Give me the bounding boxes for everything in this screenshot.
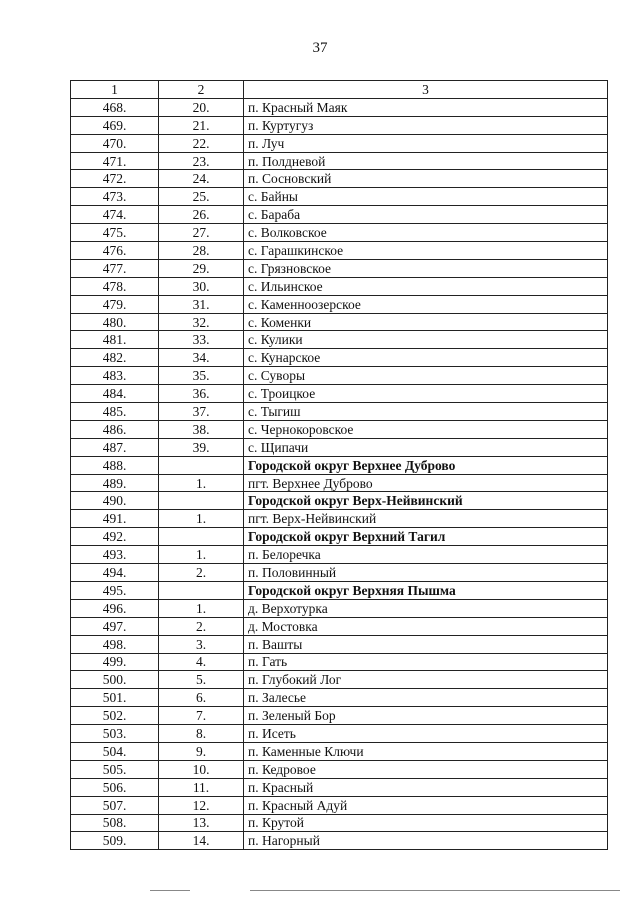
sub-number-cell: 36.: [159, 385, 244, 403]
table-row: [71, 564, 608, 582]
table-row: [71, 438, 608, 456]
sub-number-cell: 1.: [159, 599, 244, 617]
table-row: [71, 760, 608, 778]
row-number-cell: 500.: [71, 671, 159, 689]
settlement-name-cell: п. Зеленый Бор: [244, 707, 608, 725]
table-row: [71, 224, 608, 242]
table-row: [71, 116, 608, 134]
table-row: [71, 295, 608, 313]
row-number-cell: 487.: [71, 438, 159, 456]
settlement-name-cell: с. Суворы: [244, 367, 608, 385]
settlement-name-cell: с. Ильинское: [244, 277, 608, 295]
settlement-name-cell: п. Луч: [244, 134, 608, 152]
settlement-name-cell: Городской округ Верхняя Пышма: [244, 581, 608, 599]
sub-number-cell: [159, 492, 244, 510]
sub-number-cell: 2.: [159, 617, 244, 635]
table-row: [71, 98, 608, 116]
settlement-name-cell: с. Грязновское: [244, 259, 608, 277]
sub-number-cell: 21.: [159, 116, 244, 134]
settlement-name-cell: с. Гарашкинское: [244, 242, 608, 260]
settlement-name-cell: п. Красный Маяк: [244, 98, 608, 116]
row-number-cell: 489.: [71, 474, 159, 492]
table-row: [71, 170, 608, 188]
table-row: [71, 349, 608, 367]
table-row: [71, 581, 608, 599]
table-row: [71, 510, 608, 528]
sub-number-cell: 30.: [159, 277, 244, 295]
table-row: [71, 420, 608, 438]
settlement-name-cell: с. Байны: [244, 188, 608, 206]
table-row: [71, 599, 608, 617]
row-number-cell: 485.: [71, 403, 159, 421]
table-row: [71, 134, 608, 152]
settlement-name-cell: п. Гать: [244, 653, 608, 671]
row-number-cell: 498.: [71, 635, 159, 653]
table-row: [71, 528, 608, 546]
table-row: [71, 474, 608, 492]
sub-number-cell: [159, 528, 244, 546]
row-number-cell: 501.: [71, 689, 159, 707]
sub-number-cell: [159, 456, 244, 474]
settlement-name-cell: п. Красный: [244, 778, 608, 796]
row-number-cell: 470.: [71, 134, 159, 152]
settlement-name-cell: с. Щипачи: [244, 438, 608, 456]
settlement-name-cell: п. Полдневой: [244, 152, 608, 170]
row-number-cell: 472.: [71, 170, 159, 188]
sub-number-cell: 7.: [159, 707, 244, 725]
settlement-name-cell: д. Мостовка: [244, 617, 608, 635]
table-body: [71, 98, 608, 849]
table-row: [71, 456, 608, 474]
sub-number-cell: 35.: [159, 367, 244, 385]
row-number-cell: 497.: [71, 617, 159, 635]
sub-number-cell: 34.: [159, 349, 244, 367]
table-row: [71, 778, 608, 796]
row-number-cell: 480.: [71, 313, 159, 331]
settlement-name-cell: с. Троицкое: [244, 385, 608, 403]
settlement-name-cell: п. Залесье: [244, 689, 608, 707]
row-number-cell: 502.: [71, 707, 159, 725]
sub-number-cell: 25.: [159, 188, 244, 206]
settlement-name-cell: д. Верхотурка: [244, 599, 608, 617]
settlement-name-cell: п. Красный Адуй: [244, 796, 608, 814]
settlement-name-cell: п. Куртугуз: [244, 116, 608, 134]
row-number-cell: 490.: [71, 492, 159, 510]
row-number-cell: 508.: [71, 814, 159, 832]
table-row: [71, 277, 608, 295]
row-number-cell: 481.: [71, 331, 159, 349]
settlement-name-cell: Городской округ Верхнее Дуброво: [244, 456, 608, 474]
page-number: 37: [312, 40, 328, 56]
sub-number-cell: 31.: [159, 295, 244, 313]
table-row: [71, 152, 608, 170]
sub-number-cell: 29.: [159, 259, 244, 277]
row-number-cell: 471.: [71, 152, 159, 170]
settlement-name-cell: п. Нагорный: [244, 832, 608, 850]
sub-number-cell: 23.: [159, 152, 244, 170]
scan-artifact-line: [150, 890, 190, 891]
sub-number-cell: 8.: [159, 725, 244, 743]
table-row: [71, 367, 608, 385]
sub-number-cell: 9.: [159, 742, 244, 760]
table-row: [71, 385, 608, 403]
settlement-name-cell: с. Тыгиш: [244, 403, 608, 421]
settlement-name-cell: п. Крутой: [244, 814, 608, 832]
settlement-name-cell: пгт. Верх-Нейвинский: [244, 510, 608, 528]
settlement-name-cell: п. Каменные Ключи: [244, 742, 608, 760]
sub-number-cell: 24.: [159, 170, 244, 188]
table-row: [71, 403, 608, 421]
settlement-name-cell: п. Исеть: [244, 725, 608, 743]
row-number-cell: 494.: [71, 564, 159, 582]
sub-number-cell: 6.: [159, 689, 244, 707]
sub-number-cell: 3.: [159, 635, 244, 653]
settlements-table: [70, 80, 608, 850]
settlement-name-cell: пгт. Верхнее Дуброво: [244, 474, 608, 492]
row-number-cell: 475.: [71, 224, 159, 242]
sub-number-cell: 5.: [159, 671, 244, 689]
settlement-name-cell: п. Белоречка: [244, 546, 608, 564]
sub-number-cell: 22.: [159, 134, 244, 152]
row-number-cell: 476.: [71, 242, 159, 260]
sub-number-cell: 28.: [159, 242, 244, 260]
sub-number-cell: 11.: [159, 778, 244, 796]
sub-number-cell: 2.: [159, 564, 244, 582]
row-number-cell: 506.: [71, 778, 159, 796]
table-row: [71, 188, 608, 206]
sub-number-cell: 1.: [159, 546, 244, 564]
table-row: [71, 653, 608, 671]
settlement-name-cell: с. Кунарское: [244, 349, 608, 367]
sub-number-cell: [159, 581, 244, 599]
table-row: [71, 546, 608, 564]
table-row: [71, 707, 608, 725]
sub-number-cell: 32.: [159, 313, 244, 331]
settlement-name-cell: п. Кедровое: [244, 760, 608, 778]
table-row: [71, 814, 608, 832]
row-number-cell: 474.: [71, 206, 159, 224]
sub-number-cell: 38.: [159, 420, 244, 438]
scan-artifact-line: [250, 890, 620, 891]
row-number-cell: 484.: [71, 385, 159, 403]
row-number-cell: 473.: [71, 188, 159, 206]
row-number-cell: 503.: [71, 725, 159, 743]
settlement-name-cell: с. Кулики: [244, 331, 608, 349]
table-row: [71, 617, 608, 635]
sub-number-cell: 1.: [159, 510, 244, 528]
sub-number-cell: 12.: [159, 796, 244, 814]
sub-number-cell: 26.: [159, 206, 244, 224]
row-number-cell: 468.: [71, 98, 159, 116]
sub-number-cell: 14.: [159, 832, 244, 850]
table-header-row: [71, 81, 608, 99]
table-row: [71, 242, 608, 260]
row-number-cell: 499.: [71, 653, 159, 671]
settlement-name-cell: с. Чернокоровское: [244, 420, 608, 438]
row-number-cell: 493.: [71, 546, 159, 564]
sub-number-cell: 20.: [159, 98, 244, 116]
settlement-name-cell: с. Коменки: [244, 313, 608, 331]
table-row: [71, 313, 608, 331]
settlement-name-cell: с. Волковское: [244, 224, 608, 242]
row-number-cell: 495.: [71, 581, 159, 599]
row-number-cell: 478.: [71, 277, 159, 295]
settlement-name-cell: п. Сосновский: [244, 170, 608, 188]
sub-number-cell: 37.: [159, 403, 244, 421]
table-row: [71, 725, 608, 743]
sub-number-cell: 13.: [159, 814, 244, 832]
row-number-cell: 483.: [71, 367, 159, 385]
column-header-3: 3: [244, 81, 608, 99]
row-number-cell: 488.: [71, 456, 159, 474]
table-row: [71, 206, 608, 224]
settlement-name-cell: Городской округ Верхний Тагил: [244, 528, 608, 546]
row-number-cell: 469.: [71, 116, 159, 134]
settlement-name-cell: с. Бараба: [244, 206, 608, 224]
settlement-name-cell: п. Вашты: [244, 635, 608, 653]
table-row: [71, 689, 608, 707]
settlement-name-cell: с. Каменноозерское: [244, 295, 608, 313]
row-number-cell: 509.: [71, 832, 159, 850]
settlement-name-cell: п. Половинный: [244, 564, 608, 582]
table-row: [71, 331, 608, 349]
table-row: [71, 742, 608, 760]
row-number-cell: 504.: [71, 742, 159, 760]
sub-number-cell: 39.: [159, 438, 244, 456]
row-number-cell: 479.: [71, 295, 159, 313]
row-number-cell: 507.: [71, 796, 159, 814]
table-row: [71, 796, 608, 814]
row-number-cell: 491.: [71, 510, 159, 528]
table-row: [71, 832, 608, 850]
table-row: [71, 671, 608, 689]
sub-number-cell: 10.: [159, 760, 244, 778]
sub-number-cell: 4.: [159, 653, 244, 671]
settlement-name-cell: п. Глубокий Лог: [244, 671, 608, 689]
table-row: [71, 492, 608, 510]
row-number-cell: 496.: [71, 599, 159, 617]
row-number-cell: 505.: [71, 760, 159, 778]
settlement-name-cell: Городской округ Верх-Нейвинский: [244, 492, 608, 510]
row-number-cell: 477.: [71, 259, 159, 277]
sub-number-cell: 33.: [159, 331, 244, 349]
table-row: [71, 635, 608, 653]
sub-number-cell: 1.: [159, 474, 244, 492]
column-header-2: 2: [159, 81, 244, 99]
row-number-cell: 482.: [71, 349, 159, 367]
row-number-cell: 492.: [71, 528, 159, 546]
row-number-cell: 486.: [71, 420, 159, 438]
column-header-1: 1: [71, 81, 159, 99]
sub-number-cell: 27.: [159, 224, 244, 242]
table-row: [71, 259, 608, 277]
